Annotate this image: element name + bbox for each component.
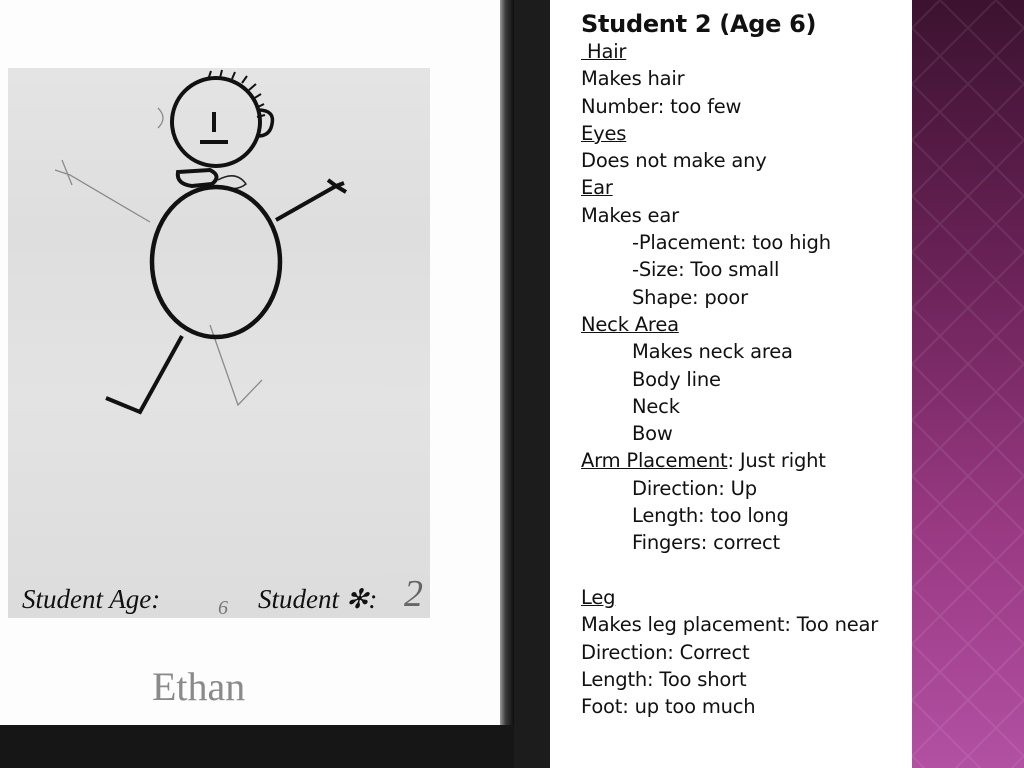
- spacer: [581, 557, 901, 584]
- neck-body-line: Body line: [632, 367, 721, 391]
- ear-makes: Makes ear: [581, 203, 679, 227]
- arm-length: Length: too long: [632, 504, 789, 528]
- leg-strokes: [106, 336, 182, 412]
- ear-shape: Shape: poor: [632, 285, 748, 309]
- neck-bow: Bow: [632, 422, 673, 446]
- neck-neck: Neck: [632, 394, 680, 418]
- leg-direction: Direction: Correct: [581, 640, 750, 664]
- notes-title: Student 2 (Age 6): [581, 10, 817, 38]
- diamond-pattern: [912, 0, 1024, 768]
- leg-length: Length: Too short: [581, 667, 747, 691]
- decorative-purple-strip: [912, 0, 1024, 768]
- eyes-heading: Eyes: [581, 121, 627, 145]
- ear-size: -Size: Too small: [632, 258, 780, 282]
- leg-foot: Foot: up too much: [581, 695, 756, 719]
- notes-panel: [550, 0, 912, 768]
- arm-heading: Arm Placement: [581, 449, 728, 473]
- arm-direction: Direction: Up: [632, 476, 757, 500]
- assessment-notes: [581, 10, 901, 720]
- neck-heading: Neck Area: [581, 312, 679, 336]
- eyes-detail: Does not make any: [581, 149, 767, 173]
- drawing-labels: [22, 573, 423, 709]
- hair-makes: Makes hair: [581, 67, 685, 91]
- scanned-drawing-page: [0, 0, 500, 730]
- scan-bottom-shadow: [0, 725, 514, 768]
- arm-value: : Just right: [727, 449, 826, 473]
- scan-binding-edge: [500, 0, 514, 730]
- arm-fingers: Fingers: correct: [632, 531, 780, 555]
- neck-bow: [178, 170, 217, 186]
- hair-heading: Hair: [581, 40, 627, 63]
- student-name-handwriting: Ethan: [152, 664, 246, 709]
- ear-placement: -Placement: too high: [632, 231, 831, 255]
- student-age-value: 6: [218, 597, 228, 619]
- faint-sketch-lines: [55, 108, 262, 405]
- child-stick-figure-drawing: [0, 0, 500, 730]
- student-number-value: 2: [404, 573, 423, 615]
- leg-heading: Leg: [581, 585, 616, 609]
- student-number-label: Student ✻:: [258, 584, 378, 614]
- arm-placement-line: [581, 447, 901, 474]
- raised-arm: [276, 180, 346, 220]
- body-oval: [152, 187, 280, 337]
- hair-number: Number: too few: [581, 94, 742, 118]
- leg-placement: Makes leg placement: Too near: [581, 613, 879, 637]
- ear-heading: Ear: [581, 176, 613, 200]
- student-age-label: Student Age:: [22, 584, 161, 614]
- neck-makes: Makes neck area: [632, 340, 793, 364]
